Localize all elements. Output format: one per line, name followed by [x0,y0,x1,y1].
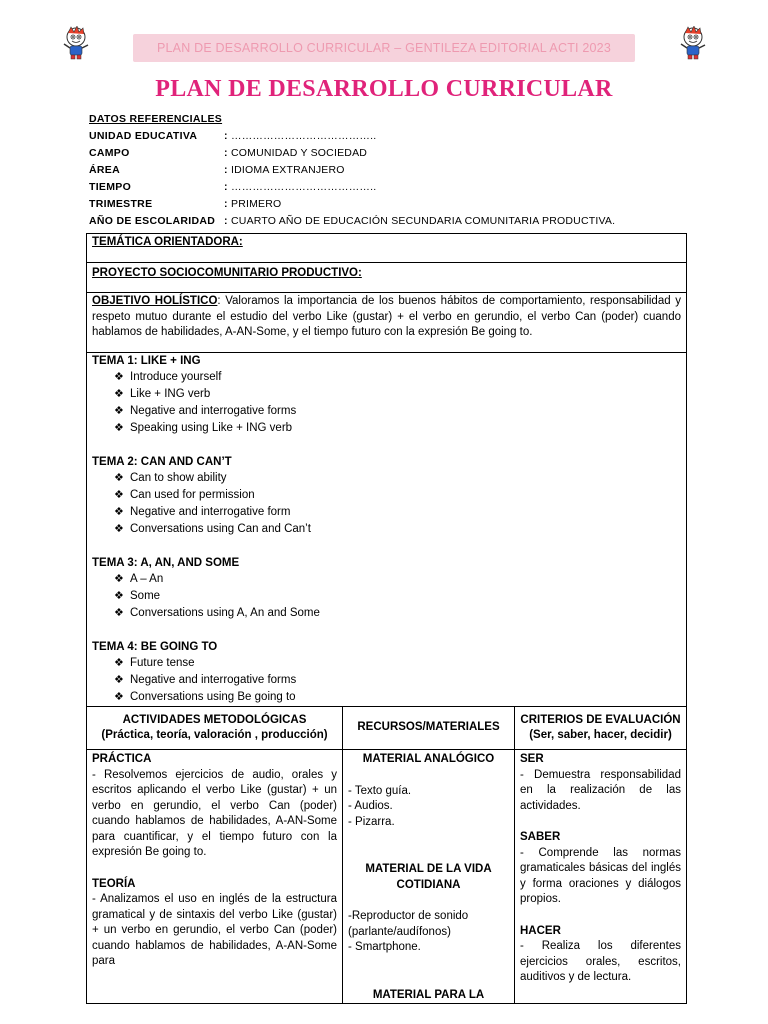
diamond-bullet-icon: ❖ [114,607,124,619]
saber-title: SABER [520,831,561,843]
hacer-text: - Realiza los diferentes ejercicios orales, escritos, auditivos y de lectura. [520,940,681,983]
header-actividades: ACTIVIDADES METODOLÓGICAS (Práctica, teoría, valoración , producción) [87,707,343,750]
plan-table [86,233,687,1004]
datos-row-unidad: UNIDAD EDUCATIVA : ………………………………….. [89,128,615,145]
diamond-bullet-icon: ❖ [114,590,124,602]
datos-referenciales [89,111,615,230]
diamond-bullet-icon: ❖ [114,506,124,518]
practica-text: - Resolvemos ejercicios de audio, orales y escritos aplicando el verbo Like (gustar) + un verbo en gerundio, el verbo Can (poder) cuando hablamos de habilidades, A-AN-Some para cuantificar, y el tiempo futuro con la expresión Be going to. [92,768,337,858]
tematica-label: TEMÁTICA ORIENTADORA: [92,236,243,248]
practica-title: PRÁCTICA [92,753,152,765]
list-item: ❖ Negative and interrogative forms [114,672,681,689]
list-item: ❖ Future tense [114,655,681,672]
datos-label: TIEMPO [89,181,132,193]
datos-row-tiempo: TIEMPO : ………………………………….. [89,179,615,196]
list-item: ❖ Conversations using Be going to [114,689,681,706]
datos-value: CUARTO AÑO DE EDUCACIÓN SECUNDARIA COMUNITARIA PRODUCTIVA. [231,215,616,227]
datos-heading: DATOS REFERENCIALES [89,113,223,125]
analogico-title: MATERIAL ANALÓGICO [362,753,495,765]
mascot-logo-icon [678,26,708,60]
list-item: - Smartphone. [348,941,421,953]
teoria-title: TEORÍA [92,877,136,890]
diamond-bullet-icon: ❖ [114,388,124,400]
ser-text: - Demuestra responsabilidad en la realización de las actividades. [520,768,681,812]
ser-title: SER [520,753,544,765]
datos-value: COMUNIDAD Y SOCIEDAD [231,147,368,159]
datos-row-area: ÁREA : IDIOMA EXTRANJERO [89,162,615,179]
objetivo-cell [87,293,687,353]
hacer-title: HACER [520,924,561,937]
diamond-bullet-icon: ❖ [114,523,124,535]
list-item: ❖ Conversations using Can and Can’t [114,521,681,538]
diamond-bullet-icon: ❖ [114,573,124,585]
recursos-cell [343,750,515,1004]
temas-cell [87,353,687,707]
datos-row-campo: CAMPO : COMUNIDAD Y SOCIEDAD [89,145,615,162]
diamond-bullet-icon: ❖ [114,691,124,703]
tema-list [92,470,681,538]
header-recursos: RECURSOS/MATERIALES [343,707,515,750]
tema-list [92,369,681,437]
datos-label: ÁREA [89,164,120,176]
proyecto-cell [87,263,687,293]
datos-row-trimestre: TRIMESTRE : PRIMERO [89,196,615,213]
page-title: PLAN DE DESARROLLO CURRICULAR [155,76,613,102]
list-item: ❖ Speaking using Like + ING verb [114,420,681,437]
tema-title: TEMA 2: CAN AND CAN’T [92,456,232,468]
mascot-logo-icon [61,26,91,60]
list-item: ❖ Can used for permission [114,487,681,504]
tema-group [92,639,681,706]
diamond-bullet-icon: ❖ [114,489,124,501]
diamond-bullet-icon: ❖ [114,422,124,434]
header-criterios: CRITERIOS DE EVALUACIÓN (Ser, saber, hacer, decidir) [515,707,687,750]
tema-list [92,571,681,622]
objetivo-label: OBJETIVO HOLÍSTICO [92,295,218,307]
actividades-cell [87,750,343,1004]
tema-title: TEMA 3: A, AN, AND SOME [92,557,240,569]
diamond-bullet-icon: ❖ [114,405,124,417]
diamond-bullet-icon: ❖ [114,371,124,383]
vida-title: MATERIAL DE LA VIDA COTIDIANA [365,863,492,891]
tema-title: TEMA 4: BE GOING TO [92,641,218,653]
criterios-cell [515,750,687,1004]
datos-label: TRIMESTRE [89,198,153,210]
list-item: ❖ Negative and interrogative form [114,504,681,521]
para-title: MATERIAL PARA LA [372,988,485,1001]
header-banner: PLAN DE DESARROLLO CURRICULAR – GENTILEZA EDITORIAL ACTI 2023 [133,34,635,62]
list-item: - Texto guía. [348,784,412,797]
datos-value: ………………………………….. [231,181,377,193]
list-item: -Reproductor de sonido (parlante/audífonos) [348,910,469,938]
saber-text: - Comprende las normas gramaticales básicas del inglés y forma oraciones y diálogos propios. [520,846,681,905]
datos-label: AÑO DE ESCOLARIDAD [89,215,216,227]
objetivo-text: : Valoramos la importancia de los buenos hábitos de comportamiento, responsabilidad y respeto mutuo durante el estudio del verbo Like (gustar) + el verbo en gerundio, el verbo Can (poder) cuando hablamos de habilidades, A-AN-Some, y el tiempo futuro con la expresión Be going to. [92,295,681,338]
tema-group [92,454,681,538]
list-item: ❖ Can to show ability [114,470,681,487]
list-item: ❖ Some [114,588,681,605]
diamond-bullet-icon: ❖ [114,472,124,484]
datos-value: ………………………………….. [231,130,377,142]
diamond-bullet-icon: ❖ [114,657,124,669]
list-item: ❖ Conversations using A, An and Some [114,605,681,622]
teoria-text: - Analizamos el uso en inglés de la estructura gramatical y de sintaxis del verbo Like (gustar) + un verbo en gerundio, el verbo Can (poder) cuando hablamos de habilidades, A-AN-Some para [92,893,337,967]
proyecto-label: PROYECTO SOCIOCOMUNITARIO PRODUCTIVO: [92,267,362,279]
list-item: ❖ A – An [114,571,681,588]
list-item: - Pizarra. [348,815,395,828]
list-item: ❖ Introduce yourself [114,369,681,386]
list-item: ❖ Negative and interrogative forms [114,403,681,420]
diamond-bullet-icon: ❖ [114,674,124,686]
datos-label: CAMPO [89,147,130,159]
list-item: ❖ Like + ING verb [114,386,681,403]
tematica-cell [87,234,687,263]
tema-title: TEMA 1: LIKE + ING [92,355,201,367]
tema-group [92,555,681,622]
tema-group [92,353,681,437]
datos-label: UNIDAD EDUCATIVA [89,130,198,142]
datos-value: IDIOMA EXTRANJERO [231,164,345,176]
datos-row-escolaridad: AÑO DE ESCOLARIDAD : CUARTO AÑO DE EDUCACIÓN SECUNDARIA COMUNITARIA PRODUCTIVA. [89,213,615,230]
list-item: - Audios. [348,800,393,812]
datos-value: PRIMERO [231,198,282,210]
tema-list [92,655,681,706]
